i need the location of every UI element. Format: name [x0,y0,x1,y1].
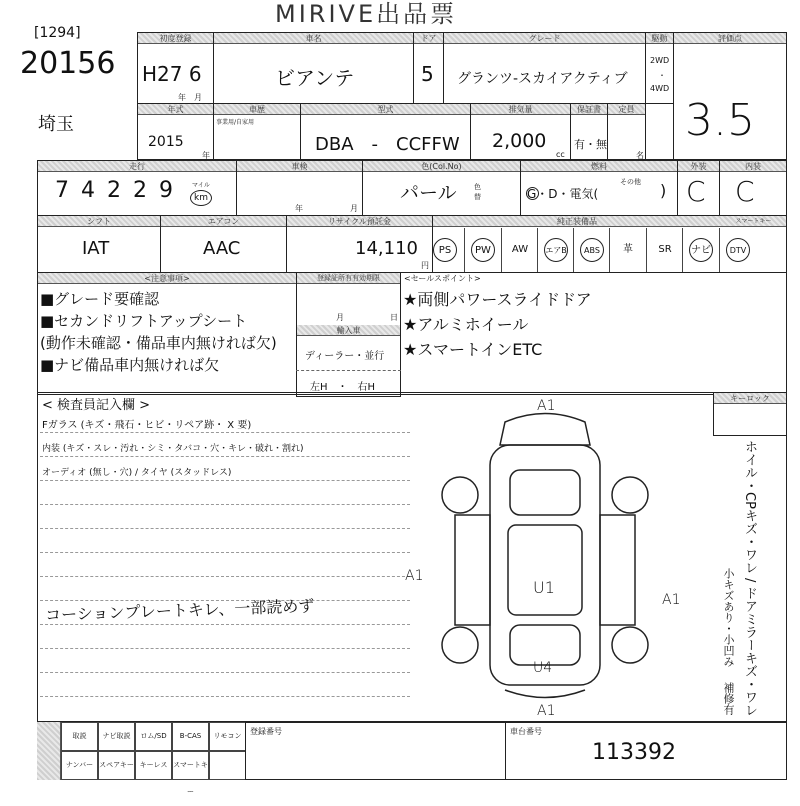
inspector-label: < 検査員記入欄 > [42,398,151,413]
drive-2wd: 2WD [650,56,670,65]
bottom-item: ロム/SD [135,722,172,751]
reg-no-label: 登録番号 [250,727,282,736]
sale-points-list [403,287,592,362]
bottom-item [209,751,246,780]
notes-list [40,288,277,376]
diagram-mark: U1 [533,578,555,597]
equipment-aw: AW [511,244,529,255]
mileage-digit: 7 [55,178,81,203]
sale-point: ★両側パワースライドドア [403,290,592,309]
color-label: 色(Col.No) [363,161,520,172]
notes-label: <注意事項> [38,273,296,284]
equipment-label: 純正装備品 [433,216,721,227]
mileage-digits [55,178,185,203]
warranty-value: 有・無 [574,138,607,151]
diagram-mark: U4 [533,660,553,676]
exterior-value: C [686,175,706,208]
first-reg-sub: 年 月 [178,93,202,102]
import-label: 輸入車 [297,325,400,336]
equipment-ナビ: ナビ [689,238,713,262]
history-label: 車歴 [214,104,300,115]
bottom-item: B-CAS [172,722,209,751]
capacity-label: 定員 [608,104,645,115]
diagram-mark: A1 [537,703,556,719]
drive-dot: ・ [658,71,666,80]
bottom-item: ナビ取説 [98,722,135,751]
bottom-item: リモコン [209,722,246,751]
mileage-label: 走行 [38,161,236,172]
score-label: 評価点 [674,33,786,44]
serial-label: 車台番号 [510,727,542,736]
bottom-item: ナンバー [61,751,98,780]
bottom-item: スマートキー [172,751,209,780]
history-sub: 事業用/自家用 [216,119,255,126]
note-item: ■ナビ備品車内無ければ欠 [40,356,220,374]
sale-point: ★スマートインETC [403,340,543,359]
serial-value: 113392 [592,740,676,765]
mileage-unit-km: km [190,190,212,206]
displacement-label: 排気量 [471,104,570,115]
score-value: 3.5 [685,95,755,146]
mileage-unit-label: マイル [192,182,210,189]
lot-number: 20156 [20,46,116,81]
sheet-title: MIRIVE出品票 [275,0,458,28]
equipment-sr: SR [658,244,672,255]
import-value: ディーラー・並行 [305,351,385,362]
shift-label: シフト [38,216,160,227]
first-reg-label: 初度登録 [138,33,213,44]
inspector-line: 内装 (キズ・スレ・汚れ・シミ・タバコ・穴・キレ・破れ・割れ) [42,444,304,454]
fuel-value: G・D・電気( [527,187,599,201]
fuel-other: その他 [620,178,641,186]
side-note: ホイル・CPキズ・ワレ / ドアミラーキズ・ワレ [742,440,757,717]
drive-label: 駆動 [646,33,673,44]
fuel-close: ) [660,181,667,200]
sale-points-label: <セールスポイント> [404,274,481,283]
recycle-value: 14,110 [355,238,418,259]
keylock-label: キーロック [714,393,786,404]
region: 埼玉 [38,114,74,135]
year-unit: 年 [202,151,210,160]
handwritten-note: コーションプレートキレ、一部読めず [44,596,315,625]
exterior-label: 外装 [678,161,719,172]
bottom-item: キーレス [135,751,172,780]
first-reg-value: H27 6 [142,62,202,86]
color-change: 色替 [474,183,481,201]
displacement-unit: cc [556,150,565,159]
side-note: 小キズあり・小凹み [722,568,735,667]
inspection-label: 車検 [237,161,362,172]
doors-label: ドア [414,33,443,44]
displacement-value: 2,000 [492,130,547,152]
diagram-mark: A1 [537,398,556,414]
mileage-digit: 2 [133,178,159,203]
fuel-gasoline-circle [526,187,539,200]
inspection-month: 月 [350,204,358,213]
equipment-革: 革 [623,244,633,255]
bottom-item: 取説 [61,722,98,751]
smartkey-label: スマートキー [721,216,786,227]
model-value: DBA - CCFFW [315,134,460,155]
note-item: (動作未確認・備品車内無ければ欠) [40,334,277,352]
recycle-unit: 円 [421,261,429,270]
inspector-line: Fガラス (キズ・飛石・ヒビ・リペア跡・ X 要) [42,420,252,431]
color-value: パール [400,182,457,204]
mileage-digit: 9 [159,178,185,203]
grade-value: グランツ-スカイアクティブ [457,71,628,87]
drive-4wd: 4WD [650,84,670,93]
equipment-abs: ABS [580,238,604,262]
registration-label: 登録証所有有効期限 [297,273,400,284]
side-note: 補修有 [722,682,735,715]
car-name-label: 車名 [214,33,413,44]
bottom-item: スペアキー [98,751,135,780]
note-item: ■セカンドリフトアップシート [40,312,248,330]
equipment-dtv: DTV [726,238,750,262]
inspection-year: 年 [295,204,303,213]
bottom-side-label [37,722,61,780]
mileage-digit: 4 [81,178,107,203]
doors-value: 5 [421,62,434,86]
capacity-unit: 名 [636,151,644,160]
car-name-value: ビアンテ [275,66,355,90]
mileage-digit: 2 [107,178,133,203]
interior-label: 内装 [720,161,786,172]
fuel-label: 燃料 [521,161,677,172]
model-label: 型式 [301,104,470,115]
year-value: 2015 [148,134,184,150]
note-item: ■グレード要確認 [40,290,160,308]
diagram-mark: A1 [662,592,681,608]
sale-point: ★アルミホイール [403,315,529,334]
aircon-value: AAC [203,238,241,259]
grade-label: グレード [444,33,645,44]
interior-value: C [735,175,755,208]
registration-day: 日 [390,313,398,322]
warranty-label: 保証書 [571,104,607,115]
equipment-エアb: エアB [544,238,568,262]
year-label: 年式 [138,104,213,115]
inspector-line: オーディオ (無し・穴) / タイヤ (スタッドレス) [42,468,232,478]
recycle-label: リサイクル預託金 [287,216,432,227]
equipment-ps: PS [433,238,457,262]
handle-side: 左H ・ 右H [310,382,376,393]
aircon-label: エアコン [161,216,286,227]
shift-value: IAT [82,238,110,259]
diagram-mark: A1 [405,568,424,584]
lot-bracket: [1294] [34,25,81,41]
equipment-pw: PW [471,238,495,262]
registration-month: 月 [336,313,344,322]
